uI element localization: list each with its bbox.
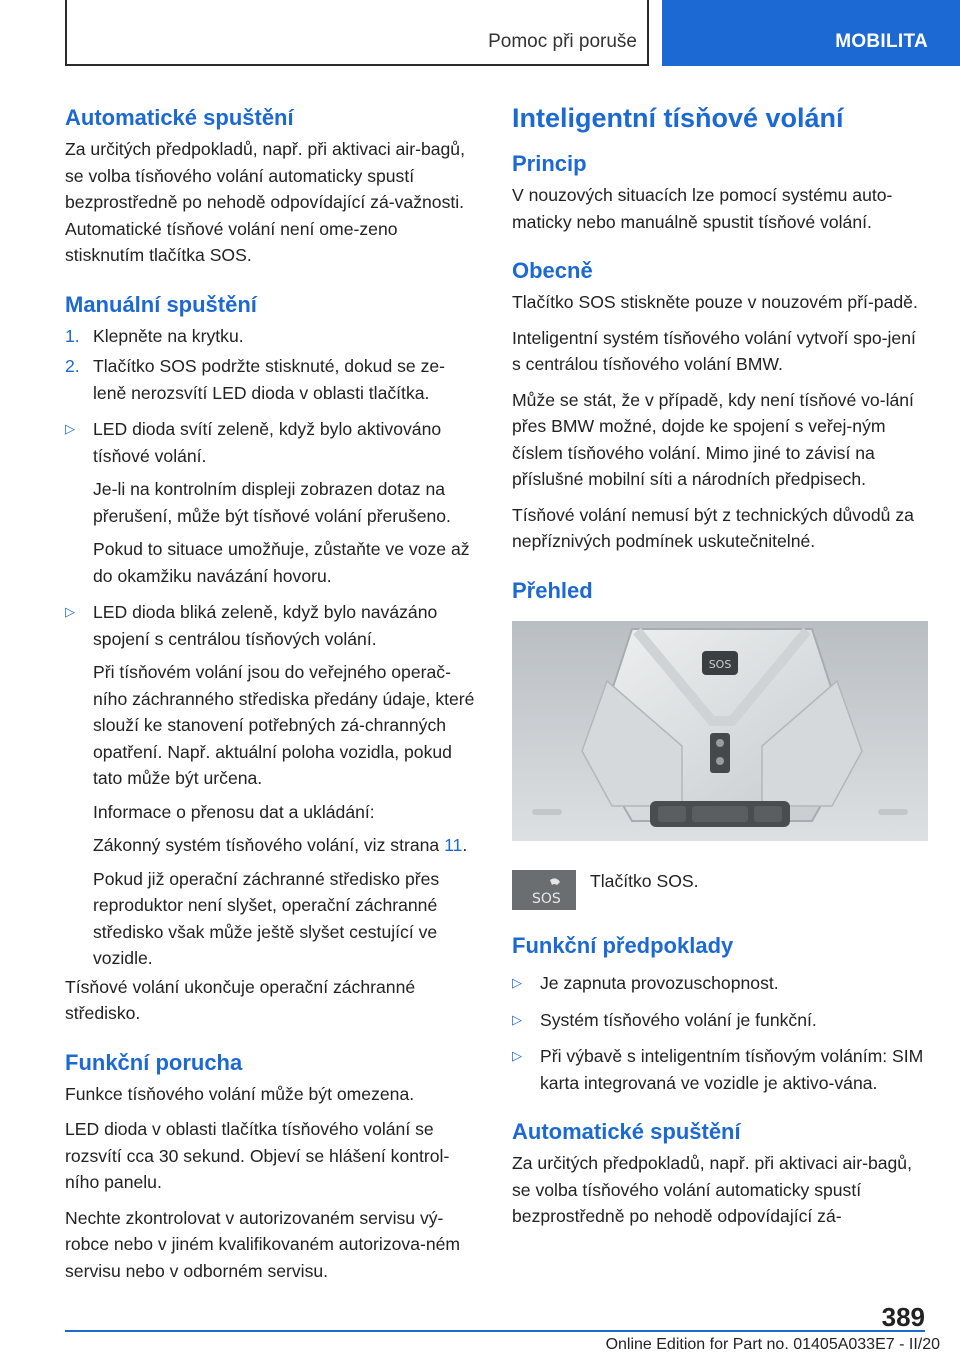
general-text: Může se stát, že v případě, kdy není tísňové vo-lání přes BMW možné, dojde ke spojení s veřej-ným číslem tísňového volání. Mimo jiné to závisí na příslušné mobilní síti a národních předpisech. (512, 389, 914, 489)
section-tab (65, 0, 649, 66)
auto-heading: Automatické spuštění (65, 105, 294, 130)
result-detail: Je-li na kontrolním displeji zobrazen dotaz na přerušení, může být tísňové volání přerušeno. (93, 479, 451, 526)
chapter-title: MOBILITA (835, 31, 928, 52)
requirement-item (512, 1007, 926, 1034)
principle-heading: Princip (512, 151, 587, 176)
sos-caption: Tlačítko SOS. (590, 871, 699, 891)
page-header (65, 0, 960, 66)
general-text: Tísňové volání nemusí být z technických důvodů za nepříznivých podmínek uskutečnitelné. (512, 504, 914, 551)
step-text: Tlačítko SOS podržte stisknuté, dokud se ze-leně nerozsvítí LED dioda v oblasti tlačítka. (93, 356, 446, 403)
footer-divider (65, 1330, 925, 1332)
page-number: 389 (881, 1302, 925, 1332)
auto-text-right: Za určitých předpokladů, např. při aktivaci air-bagů, se volba tísňového volání automaticky spustí bezprostředně po nehodě odpovídající zá- (512, 1153, 912, 1226)
principle-text: V nouzových situacích lze pomocí systému auto-maticky nebo manuálně spustit tísňové volání. (512, 185, 893, 232)
requirement-item (512, 1043, 926, 1096)
sos-button-icon (512, 870, 576, 910)
auto-heading-right: Automatické spuštění (512, 1119, 741, 1144)
requirement-text: Je zapnuta provozuschopnost. (540, 973, 779, 993)
fault-heading: Funkční porucha (65, 1049, 243, 1075)
requirement-text: Systém tísňového volání je funkční. (540, 1009, 817, 1030)
result-text: LED dioda bliká zeleně, když bylo navázáno spojení s centrálou tísňových volání. (93, 602, 438, 649)
result-detail: Informace o přenosu dat a ukládání: (93, 801, 375, 822)
overview-heading: Přehled (512, 577, 593, 603)
general-text: Inteligentní systém tísňového volání vytvoří spo-jení s centrálou tísňového volání BMW. (512, 327, 916, 374)
fault-text: Funkce tísňového volání může být omezena. (65, 1083, 415, 1104)
sos-icon-text: SOS (532, 891, 561, 907)
result-detail (65, 832, 477, 859)
reference-end: . (462, 835, 468, 855)
step-text: Klepněte na krytku. (93, 325, 244, 346)
requirements-heading: Funkční předpoklady (512, 933, 734, 958)
result-detail: Pokud již operační záchranné středisko přes reproduktor není slyšet, operační záchranné středisko však může ještě slyšet cestující ve vozidle. (93, 868, 440, 968)
right-column (512, 100, 926, 1239)
triangle-bullet-icon: ▷ (65, 604, 75, 619)
step-item (65, 323, 477, 350)
result-text: LED dioda svítí zeleně, když bylo aktivováno tísňové volání. (93, 419, 442, 466)
general-text: Tlačítko SOS stiskněte pouze v nouzovém pří-padě. (512, 292, 918, 312)
triangle-bullet-icon: ▷ (512, 975, 522, 990)
result-item (65, 599, 477, 652)
fault-text: Nechte zkontrolovat v autorizovaném servisu vý-robce nebo v jiném kvalifikovaném autorizova-ném servisu nebo v odborném servisu. (65, 1207, 461, 1281)
result-item (65, 416, 477, 469)
reference-text: Zákonný systém tísňového volání, viz strana (93, 835, 445, 855)
chapter-tab (662, 0, 960, 66)
step-number: 1. (65, 325, 80, 346)
svg-text:SOS: SOS (708, 657, 732, 671)
step-number: 2. (65, 356, 80, 376)
result-detail: Pokud to situace umožňuje, zůstaňte ve voze až do okamžiku navázání hovoru. (93, 539, 470, 586)
manual-heading: Manuální spuštění (65, 291, 257, 317)
fault-text: LED dioda v oblasti tlačítka tísňového volání se rozsvítí cca 30 sekund. Objeví se hlášení kontrol-ního panelu. (65, 1119, 450, 1192)
sos-legend (512, 868, 926, 910)
step-item (65, 353, 477, 406)
triangle-bullet-icon: ▷ (512, 1011, 522, 1027)
result-detail: Při tísňovém volání jsou do veřejného operač-ního záchranného střediska předány údaje, které slouží ke stanovení potřebných zá-chranných opatření. Např. aktuální poloha vozidla, pokud tato může být určena. (93, 662, 475, 788)
triangle-bullet-icon: ▷ (65, 421, 75, 436)
auto-text: Za určitých předpokladů, např. při aktivaci air-bagů, se volba tísňového volání automaticky spustí bezprostředně po nehodě odpovídající zá-važnosti. Automatické tísňové volání není ome-zeno stisknutím tlačítka SOS. (65, 139, 465, 265)
overhead-console-image (512, 621, 928, 841)
left-column (65, 100, 477, 1293)
end-text: Tísňové volání ukončuje operační záchranné středisko. (65, 976, 416, 1023)
requirement-item (512, 970, 926, 997)
requirement-text: Při výbavě s inteligentním tísňovým voláním: SIM karta integrovaná ve vozidle je aktivo-vána. (540, 1046, 924, 1093)
page-title: Inteligentní tísňové volání (512, 103, 844, 133)
page-link[interactable]: 11 (444, 835, 463, 855)
edition-text: Online Edition for Part no. 01405A033E7 - II/20 (605, 1336, 940, 1353)
triangle-bullet-icon: ▷ (512, 1048, 522, 1063)
general-heading: Obecně (512, 258, 593, 283)
section-title: Pomoc při poruše (488, 31, 637, 52)
